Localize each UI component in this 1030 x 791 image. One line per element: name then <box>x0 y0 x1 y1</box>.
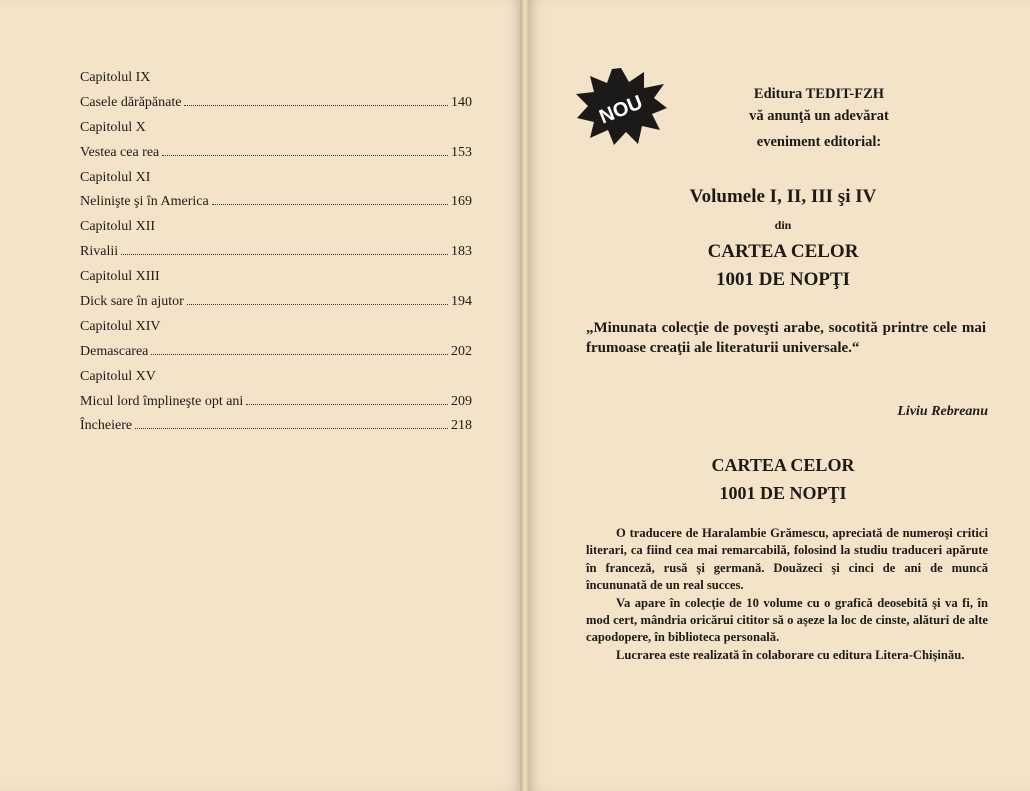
toc-dot-leader <box>121 244 448 255</box>
book-title-line-1: CARTEA CELOR <box>707 241 859 262</box>
toc-title: Casele dărăpănate <box>80 94 182 110</box>
toc-title: Capitolul XV <box>80 368 156 384</box>
toc-dot-leader <box>151 344 448 355</box>
toc-title: Capitolul X <box>80 119 146 135</box>
din-label: din <box>774 218 792 232</box>
description-paragraph-1: O traducere de Haralambie Grămescu, apreciată de numeroşi critici literari, ca fiind cea mai remarcabilă, folosind la studiu traduceri apărute în franceză, rusă şi germană. Douăzeci şi cinci de ani de muncă încununată de un real succes. <box>586 526 988 593</box>
toc-page-number: 183 <box>451 244 472 260</box>
toc-page-number: 140 <box>451 94 472 110</box>
toc-title: Capitolul XIII <box>80 269 160 285</box>
toc-entry <box>80 91 472 116</box>
toc-chapter-heading <box>80 365 472 390</box>
toc-dot-leader <box>135 418 448 429</box>
toc-dot-leader <box>162 145 448 156</box>
toc-entry <box>80 414 472 439</box>
toc-entry <box>80 190 472 215</box>
book-title2-line-1: CARTEA CELOR <box>711 455 855 475</box>
toc-entry <box>80 290 472 315</box>
toc-title: Dick sare în ajutor <box>80 294 184 310</box>
right-page <box>528 0 1030 791</box>
publisher-line-2: vă anunţă un adevărat <box>749 108 889 124</box>
toc-title: Vestea cea rea <box>80 144 160 160</box>
toc-dot-leader <box>246 394 448 405</box>
toc-chapter-heading <box>80 166 472 191</box>
publisher-line-1: Editura TEDIT-FZH <box>753 86 885 102</box>
book-title2-line-2: 1001 DE NOPŢI <box>719 483 847 503</box>
toc-dot-leader <box>184 95 448 106</box>
toc-entry <box>80 240 472 265</box>
book-title-line-2: 1001 DE NOPŢI <box>715 269 851 290</box>
toc-chapter-heading <box>80 265 472 290</box>
toc-page-number: 202 <box>451 343 472 359</box>
toc-dot-leader <box>212 194 448 205</box>
toc-title: Capitolul XII <box>80 219 156 235</box>
toc-chapter-heading <box>80 315 472 340</box>
toc-title: Capitolul XI <box>80 169 151 185</box>
quote-author: Liviu Rebreanu <box>897 404 988 419</box>
toc-page-number: 194 <box>451 294 472 310</box>
toc-page-number: 209 <box>451 393 472 409</box>
toc-chapter-heading <box>80 116 472 141</box>
volumes-heading: Volumele I, II, III şi IV <box>689 186 877 207</box>
toc-title: Micul lord împlineşte opt ani <box>80 393 244 409</box>
badge-label: NOU <box>596 91 646 129</box>
toc-entry <box>80 340 472 365</box>
toc-title: Capitolul XIV <box>80 318 161 334</box>
toc-chapter-heading <box>80 215 472 240</box>
toc-page-number: 218 <box>451 418 472 434</box>
description-block <box>586 525 988 664</box>
table-of-contents <box>80 66 472 439</box>
toc-entry <box>80 390 472 415</box>
toc-dot-leader <box>187 294 448 305</box>
toc-chapter-heading <box>80 66 472 91</box>
toc-title: Capitolul IX <box>80 70 151 85</box>
publisher-line-3: eveniment editorial: <box>756 134 882 150</box>
toc-title: Nelinişte şi în America <box>80 194 209 210</box>
description-paragraph-2: Va apare în colecţie de 10 volume cu o grafică deosebită şi va fi, în mod cert, mândria oricărui cititor să o aşeze la loc de cinste, alături de alte capodopere, în biblioteca personală. <box>586 595 988 645</box>
toc-page-number: 169 <box>451 194 472 210</box>
toc-title: Demascarea <box>80 343 149 359</box>
toc-title: Încheiere <box>80 418 133 434</box>
toc-title: Rivalii <box>80 244 119 260</box>
toc-entry <box>80 141 472 166</box>
description-paragraph-3: Lucrarea este realizată în colaborare cu editura Litera-Chişinău. <box>616 647 965 662</box>
quote-text: „Minunata colecţie de poveşti arabe, socotită printre cele mai frumoase creaţii ale literaturii universale.“ <box>586 320 986 356</box>
toc-page-number: 153 <box>451 144 472 160</box>
